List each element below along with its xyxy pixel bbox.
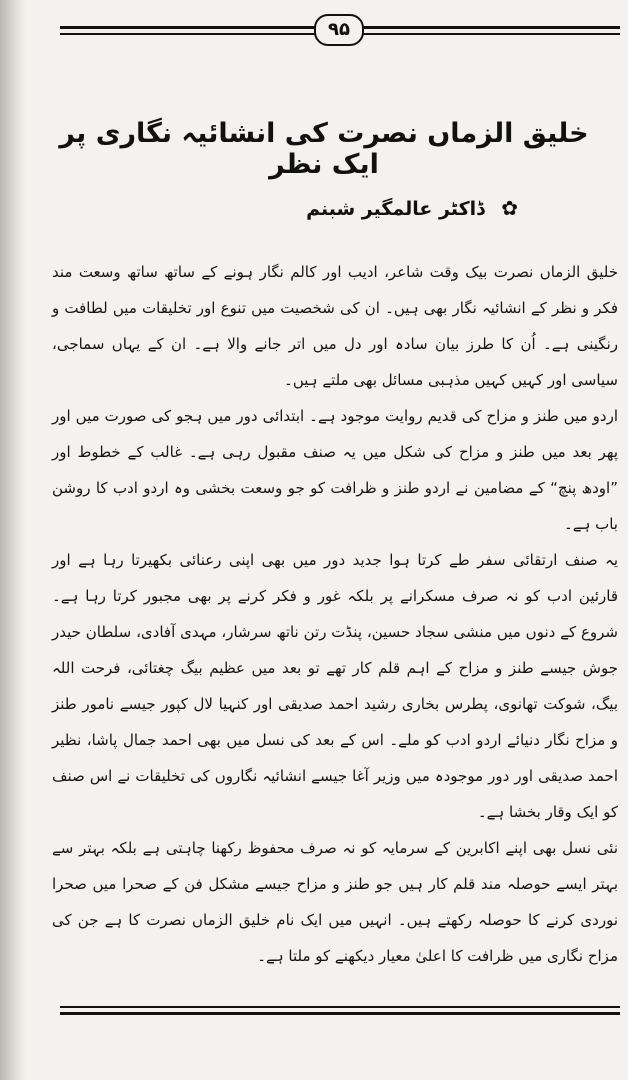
paragraph-2: اردو میں طنز و مزاح کی قدیم روایت موجود ہے۔ ابتدائی دور میں ہجو کی صورت میں اور پھر بعد میں طنز و مزاح کی شکل میں یہ صنف مقبول رہی ہے۔ غالب کے خطوط اور ”اودھ پنچ“ کے مضامین نے اردو طنز و ظرافت کو جو وسعت بخشی وہ اردو ادب کا روشن باب ہے۔ [52, 407, 618, 533]
article-title: خلیق الزماں نصرت کی انشائیہ نگاری پر ایک نظر [59, 118, 589, 180]
flower-icon: ✿ [501, 196, 518, 220]
paragraph-4: نئی نسل بھی اپنے اکابرین کے سرمایہ کو نہ صرف محفوظ رکھنا چاہتی ہے بلکہ بہتر سے بہتر ایسے حوصلہ مند قلم کار ہیں جو طنز و مزاح جیسے مشکل فن کے صحرا میں صحرا نوردی کرنے کا حوصلہ رکھتے ہیں۔ انہیں میں ایک نام خلیق الزماں نصرت کا ہے جن کی مزاح نگاری میں ظرافت کا اعلیٰ معیار دیکھنے کو ملتا ہے۔ [52, 839, 618, 965]
author-byline [218, 196, 518, 220]
article-body [52, 254, 618, 974]
page-number: ۹۵ [314, 14, 364, 46]
author-name: ڈاکٹر عالمگیر شبنم [306, 198, 485, 220]
paragraph-3: یہ صنف ارتقائی سفر طے کرتا ہوا جدید دور میں بھی اپنی رعنائی بکھیرتا رہا ہے اور قارئین ادب کو نہ صرف مسکرانے پر بلکہ غور و فکر کرنے پر بھی مجبور کرتا رہا ہے۔ شروع کے دنوں میں منشی سجاد حسین، پنڈت رتن ناتھ سرشار، مہدی آفادی، سلطان حیدر جوش جیسے طنز و مزاح کے اہم قلم کار تھے تو بعد میں عظیم بیگ چغتائی، فرحت اللہ بیگ، شوکت تھانوی، پطرس بخاری رشید احمد صدیقی اور کنہیا لال کپور جیسے نامور طنز و مزاح نگار دنیائے اردو ادب کو ملے۔ اس کے بعد کی نسل میں بھی احمد جمال پاشا، نظیر احمد صدیقی اور دور موجودہ میں وزیر آغا جیسے انشائیہ نگاروں کی تخلیقات نے اس صنف کو ایک وقار بخشا ہے۔ [52, 551, 618, 821]
paragraph-1: خلیق الزماں نصرت بیک وقت شاعر، ادیب اور کالم نگار ہونے کے ساتھ ساتھ وسعت مند فکر و نظر کے انشائیہ نگار بھی ہیں۔ ان کی شخصیت میں تنوع اور تخلیقات میں لطافت و رنگینی ہے۔ اُن کا طرز بیان سادہ اور دل میں اتر جانے والا ہے۔ ان کے یہاں سماجی، سیاسی اور کہیں کہیں مذہبی مسائل بھی ملتے ہیں۔ [52, 263, 618, 389]
binding-shadow [0, 0, 26, 1080]
footer-rule-bottom [60, 1012, 620, 1015]
footer-rule-top [60, 1006, 620, 1008]
